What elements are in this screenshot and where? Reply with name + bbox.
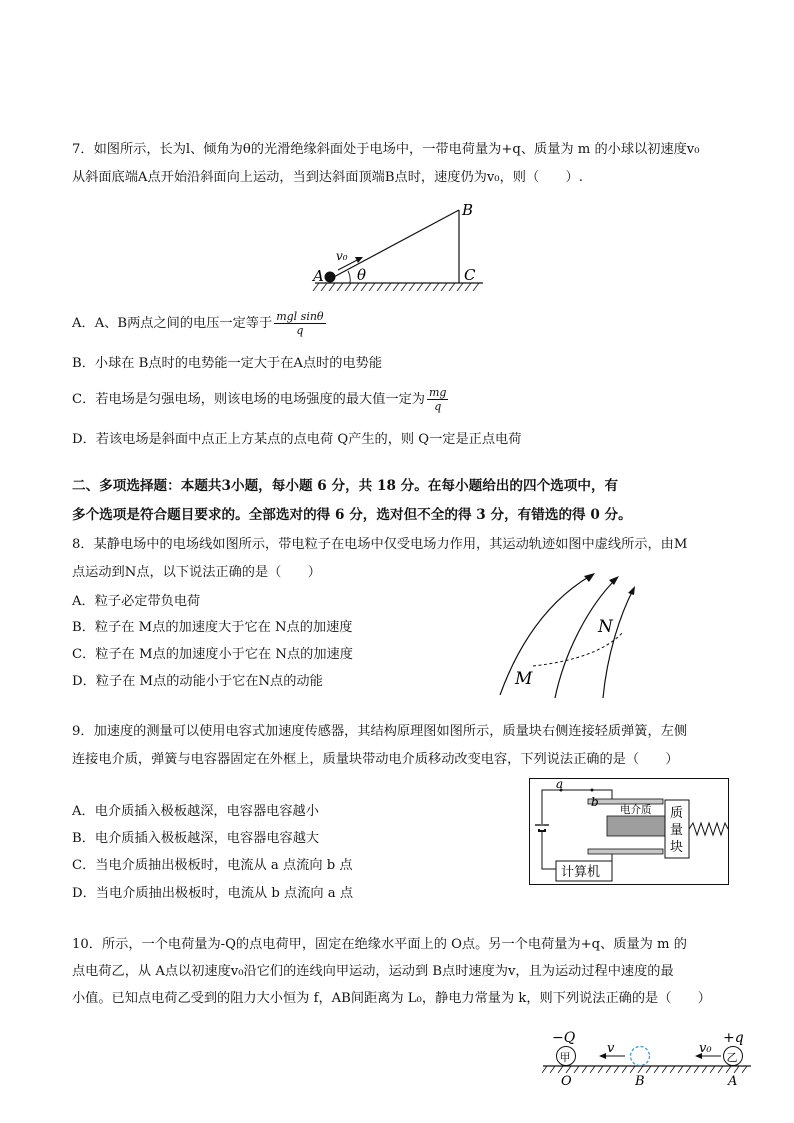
q7-option-b[interactable]: B．小球在 B点时的电势能一定大于在A点时的电势能 [72,356,383,371]
q8-stem-line1: 8．某静电场中的电场线如图所示，带电粒子在电场中仅受电场力作用，其运动轨迹如图中虚线所示，由M [72,537,688,552]
q7-option-a-fraction: $\frac{\text{mgl sinθ}}{q}$ [276,310,324,337]
q7-option-a[interactable]: A．A、B两点之间的电压一定等于 $\frac{\text{mgl sinθ}}{q}$ [72,310,324,337]
label-mass-3: 块 [670,840,684,855]
bottom-plate [588,849,663,854]
q8-option-d[interactable]: D．粒子在 M点的动能小于它在N点的动能 [72,674,323,689]
label-v: v [607,1041,615,1056]
q9-option-a[interactable]: A．电介质插入极板越深，电容器电容越小 [72,804,319,819]
q9-stem-line2: 连接电介质，弹簧与电容器固定在外框上，质量块带动电介质移动改变电容，下列说法正确的是（ ） [72,752,679,767]
label-yi: 乙 [726,1051,738,1064]
incline-line [330,210,459,279]
q7-stem-line2: 从斜面底端A点开始沿斜面向上运动，当到达斜面顶端B点时，速度仍为v₀，则（ ）. [72,170,583,185]
q7-option-c[interactable]: C．若电场是匀强电场，则该电场的电场强度的最大值一定为 $\frac{mg}{q}$ [72,386,447,413]
q8-option-c[interactable]: C．粒子在 M点的加速度小于它在 N点的加速度 [72,647,353,662]
label-A: A [313,267,324,285]
label-N: N [598,617,613,637]
q7-incline-figure [305,198,490,298]
q10-stem-line2: 点电荷乙，从 A点以初速度v₀沿它们的连线向甲运动，运动到 B点时速度为v，且为运动过程中速度的最 [72,964,674,979]
label-A: A [728,1074,738,1089]
label-computer: 计算机 [561,865,601,880]
label-v0: v₀ [336,249,348,263]
q8-option-b[interactable]: B．粒子在 M点的加速度大于它在 N点的加速度 [72,620,353,635]
label-theta: θ [357,266,367,284]
angle-arc [348,271,350,283]
section2-heading-line1: 二、多项选择题：本题共3小题，每小题 6 分，共 18 分。在每小题给出的四个选项中，有 [72,478,619,494]
charge-position-B [631,1047,650,1066]
q10-charges-figure [535,1022,757,1092]
q9-sensor-figure [528,777,731,887]
label-dielectric: 电介质 [620,804,652,816]
label-mass-2: 量 [670,823,684,838]
q9-option-b[interactable]: B．电介质插入极板越深，电容器电容越大 [72,831,320,846]
ground-hatch [542,1066,747,1073]
field-line-2 [555,580,615,698]
label-a: a [556,777,564,791]
label-M: M [515,669,533,689]
q10-stem-line1: 10．所示，一个电荷量为-Q的点电荷甲，固定在绝缘水平面上的 O点。另一个电荷量为+q、质量为 m 的 [72,937,687,952]
wire-left [542,790,588,869]
ground-hatch [313,283,479,291]
label-C: C [464,266,476,284]
q9-option-d[interactable]: D．当电介质抽出极板时，电流从 b 点流向 a 点 [72,886,354,901]
dielectric-slab [607,816,665,836]
field-line-3 [603,590,633,698]
q10-stem-line3: 小值。已知点电荷乙受到的阻力大小恒为 f，AB间距离为 L₀，静电力常量为 k，则下列说法正确的是（ ） [72,991,711,1006]
q8-field-lines-figure [495,570,645,700]
label-O: O [561,1074,572,1089]
label-b: b [591,795,599,809]
label-posq: +q [723,1030,744,1046]
q9-stem-line1: 9．加速度的测量可以使用电容式加速度传感器，其结构原理图如图所示，质量块右侧连接轻质弹簧，左侧 [72,724,688,739]
label-B: B [462,201,474,219]
q7-option-c-fraction: $\frac{mg}{q}$ [428,386,447,413]
q8-option-a[interactable]: A．粒子必定带负电荷 [72,594,201,609]
spring [689,823,728,835]
q9-option-c[interactable]: C．当电介质抽出极板时，电流从 a 点流向 b 点 [72,858,353,873]
q8-stem-line2: 点运动到N点，以下说法正确的是（ ） [72,565,321,580]
label-v0: v₀ [699,1041,712,1056]
q7-option-d[interactable]: D．若该电场是斜面中点正上方某点的点电荷 Q产生的，则 Q一定是正点电荷 [72,432,522,447]
q7-stem-line1: 7．如图所示，长为l、倾角为θ的光滑绝缘斜面处于电场中，一带电荷量为+q、质量为 m 的小球以初速度v₀ [72,142,700,157]
section2-heading-line2: 多个选项是符合题目要求的。全部选对的得 6 分，选对但不全的得 3 分，有错选的得 0 分。 [72,507,632,523]
label-B: B [635,1074,645,1089]
label-negQ: −Q [552,1030,576,1046]
label-mass-1: 质 [670,806,684,821]
label-jia: 甲 [559,1051,571,1064]
trajectory-dashed [533,632,623,666]
ball [325,272,336,283]
